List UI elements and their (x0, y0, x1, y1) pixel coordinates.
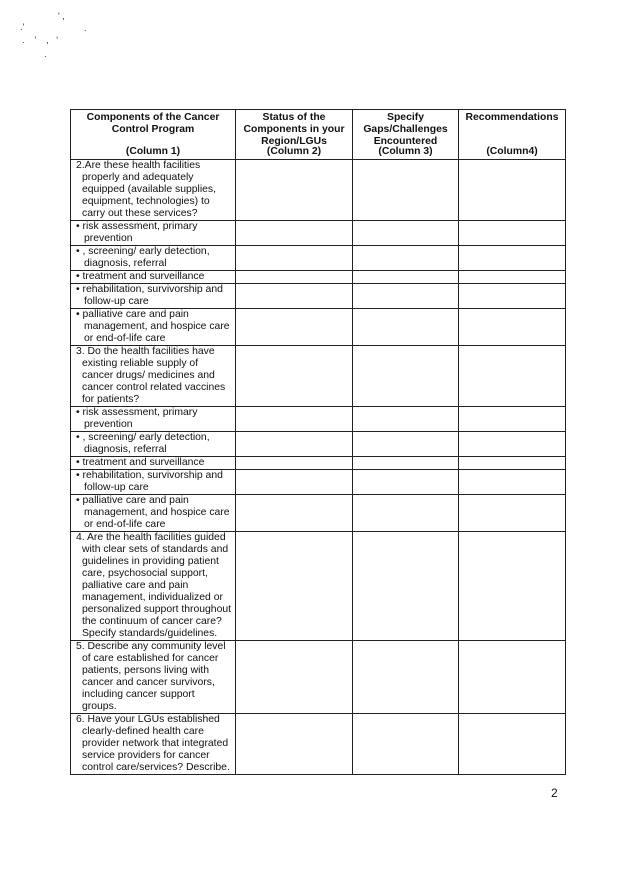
cancer-control-table (70, 109, 566, 775)
component-cell (71, 532, 236, 641)
status-cell[interactable] (236, 284, 353, 309)
status-cell[interactable] (236, 221, 353, 246)
component-cell (71, 714, 236, 775)
table-header-row (71, 110, 566, 160)
status-cell[interactable] (236, 346, 353, 407)
component-text: • treatment and surveillance (76, 271, 205, 282)
gaps-cell[interactable] (353, 309, 459, 346)
recommendations-cell[interactable] (459, 532, 566, 641)
component-cell (71, 246, 236, 271)
component-text: • risk assessment, primary prevention (76, 407, 198, 430)
status-cell[interactable] (236, 495, 353, 532)
table-row (71, 246, 566, 271)
table-row (71, 309, 566, 346)
status-cell[interactable] (236, 641, 353, 714)
recommendations-cell[interactable] (459, 346, 566, 407)
component-cell (71, 470, 236, 495)
recommendations-cell[interactable] (459, 221, 566, 246)
page-number: 2 (551, 786, 558, 800)
recommendations-cell[interactable] (459, 407, 566, 432)
component-text: • treatment and surveillance (76, 457, 205, 468)
gaps-cell[interactable] (353, 432, 459, 457)
gaps-cell[interactable] (353, 246, 459, 271)
status-cell[interactable] (236, 432, 353, 457)
gaps-cell[interactable] (353, 271, 459, 284)
component-text: 4. Are the health facilities guided with clear sets of standards and guidelines in providing patient care, psychosocial support, palliative care and pain management, individualized or personalized support throughout the continuum of cancer care? Specify standards/guidelines. (76, 532, 232, 639)
status-cell[interactable] (236, 714, 353, 775)
table-row (71, 470, 566, 495)
status-cell[interactable] (236, 246, 353, 271)
gaps-cell[interactable] (353, 346, 459, 407)
recommendations-cell[interactable] (459, 495, 566, 532)
status-cell[interactable] (236, 407, 353, 432)
gaps-cell[interactable] (353, 457, 459, 470)
component-text: • , screening/ early detection, diagnosis, referral (76, 432, 210, 455)
table-row (71, 284, 566, 309)
header-status: Status of the Components in your Region/LGUs (Column 2) (236, 110, 353, 160)
recommendations-cell[interactable] (459, 641, 566, 714)
recommendations-cell[interactable] (459, 457, 566, 470)
component-text: • palliative care and pain management, and hospice care or end-of-life care (76, 309, 230, 344)
gaps-cell[interactable] (353, 284, 459, 309)
table-row (71, 457, 566, 470)
component-cell (71, 495, 236, 532)
recommendations-cell[interactable] (459, 714, 566, 775)
status-cell[interactable] (236, 160, 353, 221)
component-cell (71, 641, 236, 714)
component-text: 6. Have your LGUs established clearly-defined health care provider network that integrated service providers for cancer control care/services? Describe. (76, 714, 230, 773)
component-cell (71, 346, 236, 407)
component-text: • palliative care and pain management, and hospice care or end-of-life care (76, 495, 230, 530)
component-text: 3. Do the health facilities have existing reliable supply of cancer drugs/ medicines and cancer control related vaccines for patients? (76, 346, 226, 405)
table-row (71, 160, 566, 221)
recommendations-cell[interactable] (459, 432, 566, 457)
component-cell (71, 309, 236, 346)
component-cell (71, 160, 236, 221)
component-text: 5. Describe any community level of care established for cancer patients, persons living with cancer and cancer survivors, including cancer support groups. (76, 641, 226, 712)
recommendations-cell[interactable] (459, 160, 566, 221)
header-components: Components of the Cancer Control Program (Column 1) (71, 110, 236, 160)
recommendations-cell[interactable] (459, 284, 566, 309)
table-row (71, 407, 566, 432)
table-row (71, 714, 566, 775)
status-cell[interactable] (236, 457, 353, 470)
table-row (71, 271, 566, 284)
component-text: • , screening/ early detection, diagnosis, referral (76, 246, 210, 269)
component-cell (71, 407, 236, 432)
gaps-cell[interactable] (353, 470, 459, 495)
status-cell[interactable] (236, 470, 353, 495)
gaps-cell[interactable] (353, 641, 459, 714)
status-cell[interactable] (236, 309, 353, 346)
gaps-cell[interactable] (353, 495, 459, 532)
recommendations-cell[interactable] (459, 309, 566, 346)
header-recommendations: Recommendations (Column4) (459, 110, 566, 160)
table-row (71, 641, 566, 714)
table-row (71, 532, 566, 641)
table-row (71, 495, 566, 532)
component-cell (71, 432, 236, 457)
table-row (71, 346, 566, 407)
header-gaps: Specify Gaps/Challenges Encountered (Column 3) (353, 110, 459, 160)
status-cell[interactable] (236, 271, 353, 284)
gaps-cell[interactable] (353, 407, 459, 432)
status-cell[interactable] (236, 532, 353, 641)
recommendations-cell[interactable] (459, 470, 566, 495)
component-cell (71, 271, 236, 284)
gaps-cell[interactable] (353, 160, 459, 221)
component-cell (71, 221, 236, 246)
recommendations-cell[interactable] (459, 271, 566, 284)
recommendations-cell[interactable] (459, 246, 566, 271)
table-row (71, 221, 566, 246)
gaps-cell[interactable] (353, 714, 459, 775)
table-row (71, 432, 566, 457)
component-text: 2.Are these health facilities properly and adequately equipped (available supplies, equipment, technologies) to carry out these services? (76, 160, 217, 219)
component-text: • risk assessment, primary prevention (76, 221, 198, 244)
component-text: • rehabilitation, survivorship and follow-up care (76, 470, 223, 493)
gaps-cell[interactable] (353, 532, 459, 641)
component-cell (71, 457, 236, 470)
component-text: • rehabilitation, survivorship and follow-up care (76, 284, 223, 307)
component-cell (71, 284, 236, 309)
gaps-cell[interactable] (353, 221, 459, 246)
scan-specks: ' , .' . . ' , ' . (20, 11, 87, 59)
